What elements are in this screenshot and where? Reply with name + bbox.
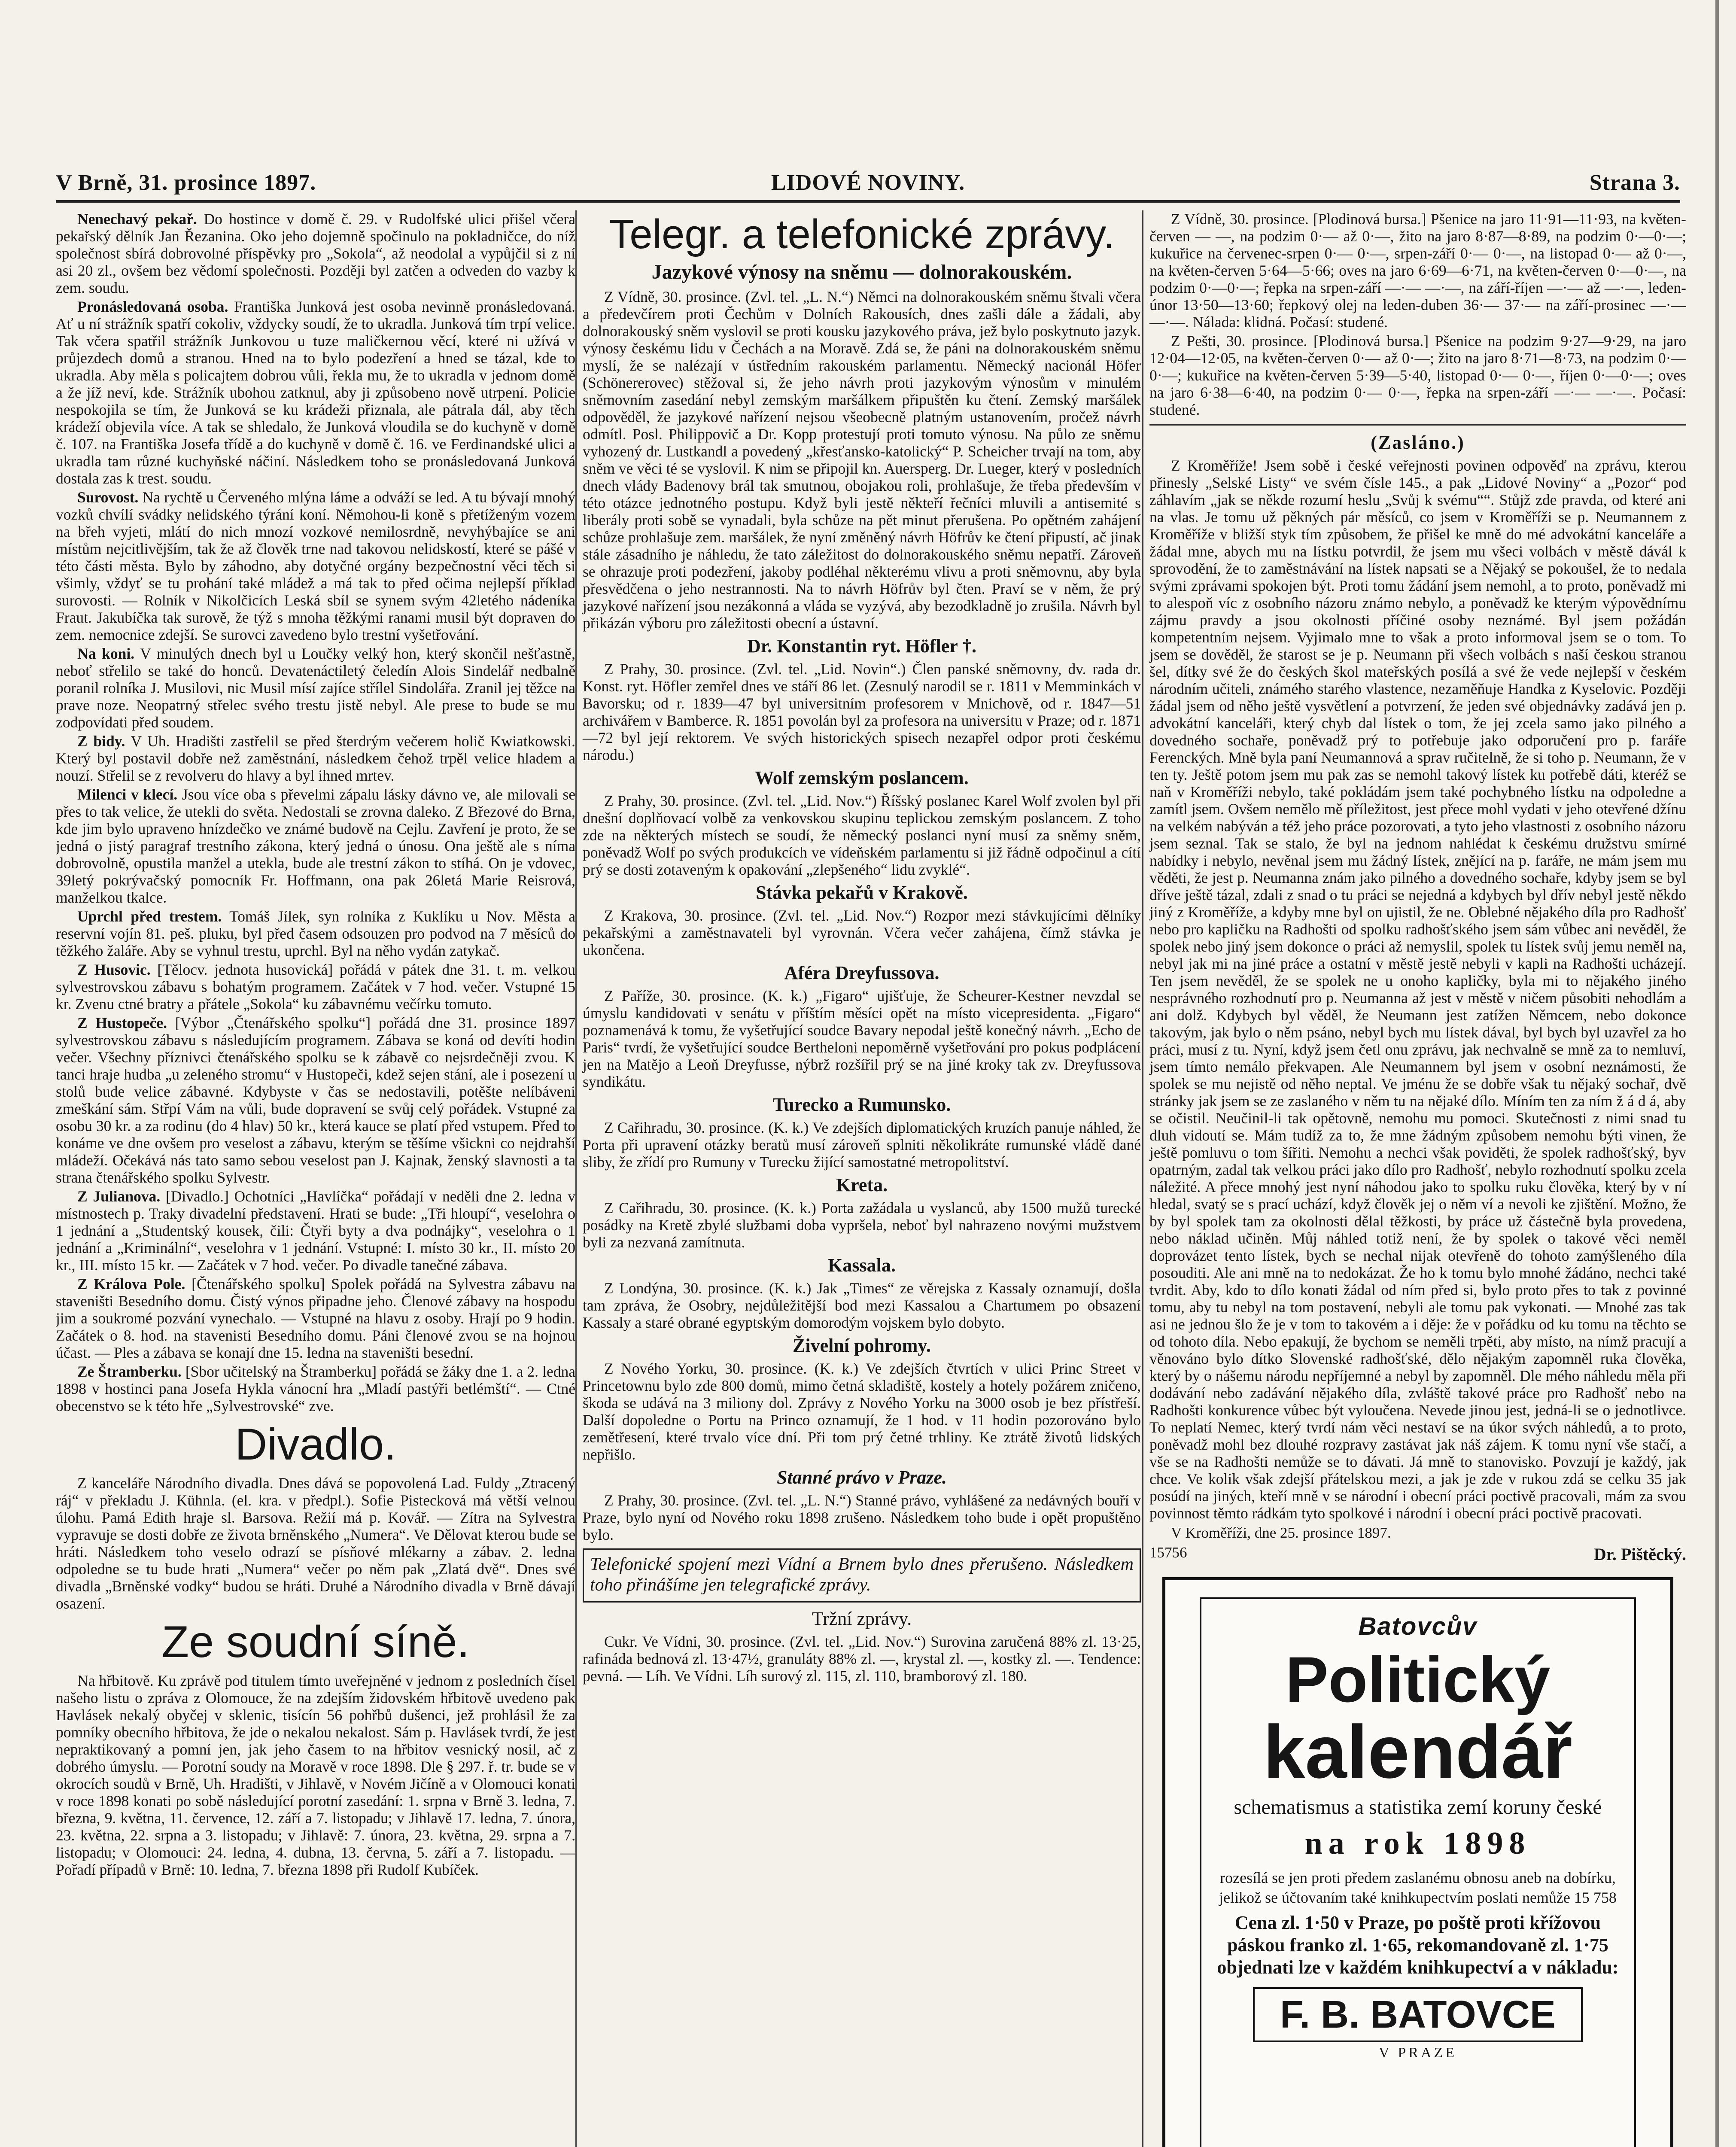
article-title: Uprchl před trestem.: [77, 908, 222, 925]
subheading-kreta: Kreta.: [836, 1174, 888, 1195]
header-page-number: Strana 3.: [1589, 170, 1680, 195]
section-heading-telegr: Telegr. a telefonické zprávy.: [609, 211, 1115, 257]
header-masthead: LIDOVÉ NOVINY.: [771, 170, 965, 195]
telegram-body: Z Nového Yorku, 30. prosince. (K. k.) Ve zdejších čtvrtích v ulici Princ Street v Princetownu bylo zde 800 domů, mimo četná skladiště, kostely a hotely požárem zničeno, škoda se udává na 3 miliony dol. Zprávy z Nového Yorku na 3000 osob je bez přístřeší. Další dopoledne o Portu na Princo oznamují, že 1 hod. v 11 hodin pozorováno bylo zemětřesení, které trvalo více dní. Při tom prý četné trhliny. Ke ztrátě životů lidských nepřišlo.: [583, 1360, 1141, 1463]
letter-author: Dr. Pištěcký.: [1593, 1545, 1686, 1564]
section-heading-zaslano: (Zasláno.): [1371, 432, 1465, 453]
page-edge: [1715, 0, 1719, 2147]
subheading-zivelni: Živelní pohromy.: [793, 1335, 931, 1356]
telegram-body: Z Cařihradu, 30. prosince. (K. k.) Porta zažádala u vyslanců, aby 1500 mužů turecké posádky na Kretě zbylé službami doba vypršela, neboť byl nahrazeno novými mužstvem byli za nezvaná zamítnuta.: [583, 1199, 1141, 1251]
telegram-body: Z Prahy, 30. prosince. (Zvl. tel. „Lid. Novin“.) Člen panské sněmovny, dv. rada dr. Konst. ryt. Höfler zemřel dnes ve stáří 86 let. (Zesnulý narodil se r. 1811 v Memminkách v Bavorsku; od r. 1839—47 byl universitním profesorem v Mnichově, od r. 1847—51 archivářem v Bamberce. R. 1851 povolán byl za profesora na universitu v Praze; od r. 1871—72 byl její rektorem. Ve svých historických spisech nezapřel odpor proti českému národu.): [583, 660, 1141, 763]
ad-publisher-tag: Batovcův: [1358, 1612, 1478, 1640]
article-body: [Čtenářského spolku] Spolek pořádá na Sylvestra zábavu na staveništi Besedního domu. Čistý výnos připadne jeho. Členové zábavy na hospodu jim a soukromé pozvání vynechalo. — Vstupné na hlavu z osoby. Hrají po 9 hodin. Začátek o 8. hod. na stavenisti Besedního domu. Páni členové zvou se na hojnou účast. — Ples a zábava se konají dne 15. ledna na staveništi besední.: [56, 1275, 575, 1361]
market-body: Cukr. Ve Vídni, 30. prosince. (Zvl. tel. „Lid. Nov.“) Surovina zaručená 88% zl. 13·25, rafináda bednová zl. 13·47½, granuláty 88% zl. —, krystal zl. —, kostky zl. —. Tendence: pevná. — Líh. Ve Vídni. Líh surový zl. 115, zl. 110, bramborový zl. 180.: [583, 1633, 1141, 1685]
notice-text: Telefonické spojení mezi Vídní a Brnem bylo dnes přerušeno. Následkem toho přinášíme jen telegrafické zprávy.: [590, 1554, 1134, 1595]
article-title: Ze Štramberku.: [77, 1363, 182, 1380]
ad-subtitle: schematismus a statistika zemí koruny české: [1234, 1796, 1602, 1819]
article-milenci: [56, 786, 575, 906]
article-title: Z Králova Pole.: [77, 1275, 185, 1292]
column-local-news: [56, 210, 575, 2147]
article-body: [Výbor „Čtenářského spolku“] pořádá dne 31. prosince 1897 sylvestrovskou zábavu s následujícím programem. Zábava se koná od devíti hodin večer. Všechny příznivci čtenářského spolku se k zábavě co nejsrdečněji zvou. K tanci hraje hudba „u zeleného stromu“ v Hustopeči, kdež sejen stání, ale i posezení u stolů bude velice zábavné. Kdybyste v čas se nedostavili, potěšte nelíbáveni zmeškání sám. Střpí Vám na vůli, bude dopravení se svůj celý pořádek. Vstupné za osobu 30 kr. a za rodinu (do 4 hlav) 50 kr., která kauce se platí před vstupem. Před to konáme ve dne ovšem pro veselost a zábavu, kterým se těšíme všickni co nejdrahší mládeží. Očekává nás tato samo sebou veselost pan J. Kajnak, ženský slavnosti a ta strana čtenářského spolku Sylvestr.: [56, 1014, 575, 1186]
telegram-body: Z Krakova, 30. prosince. (Zvl. tel. „Lid. Nov.“) Rozpor mezi stávkujícími dělníky pekařskými a zaměstnavateli byl vyrovnán. Včera večer zahájena, čímž stávka je ukončena.: [583, 907, 1141, 958]
subheading-stanne-pravo: Stanné právo v Praze.: [777, 1467, 947, 1488]
ad-title-line1: Politický: [1285, 1643, 1551, 1715]
article-title: Pronásledovaná osoba.: [77, 298, 228, 315]
telegram-body: Z Prahy, 30. prosince. (Zvl. tel. „L. N.“) Stanné právo, vyhlášené za nedávných bouří v Praze, bylo nyní od Nového roku 1898 zrušeno. Následkem toho bude i opět propuštěno bylo.: [583, 1492, 1141, 1543]
telegram-body: Z Vídně, 30. prosince. (Zvl. tel. „L. N.“) Němci na dolnorakouském sněmu štvali včera a předevčírem proti Čechům v Dolních Rakousích, dnes zašli dále a žádali, aby dolnorakouský sněm vyslovil se proti kousku jazykového práva, jež bylo poskytnuto jazyk. výnosy českému lidu v Čechách a na Moravě. Zdá se, že páni na dolnorakouském sněmu myslí, že se nalézají v ústředním rakouském parlamentu. Německý nacionál Höfer (Schönererovec) stěžoval si, že jeho návrh proti jazykovým výnosům v minulém sněmovním zasedání nebyl zemským maršálkem připuštěn ku čtení. Zemský maršálek odpověděl, že jazykové nařízení nejsou všeobecně platným ustanovením, pročež návrh odmítl. Posl. Philippovič a Dr. Kopp protestují proti tomuto výnosu. Na půlo ze sněmu vyhozený dr. Lustkandl a povedený „křesťansko-katolický“ P. Scheicher trvají na tom, aby sněm ve věci té se vyslovil. K nim se připojil kn. Auersperg. Dr. Lueger, který v posledních dnech vlády Badenovy brál tak smutnou, obojakou roli, prohlašuje, že třeba především v této otázce jednotného postupu. Když byli jestě někteří řečníci mluvili a antisemité s liberály proti sobě se vynadali, byla schůze na pět minut přerušena. Po opětném zahájení schůze prohlašuje zem. maršálek, že nyní změněný návrh Höfrův ke čtení připustí, ač jinak stále zásadního je náhledu, že tato záležitost do dolnorakouského sněmu nepatří. Zároveň se ohrazuje proti podezření, jakoby podléhal některému vlivu a proti sněmovnu, aby byla přesvědčena o jeho nestrannosti. Na to návrh Höfrův byl čten. Praví se v něm, že prý jazykové nařízení jsou nezákonná a vláda se vyzývá, aby bezodkladně jo zrušila. Návrh byl přikázán výboru pro záležitosti obecní a ústavní.: [583, 288, 1141, 632]
letter-body: Z Kroměříže! Jsem sobě i české veřejnosti povinen odpověď na zprávu, kterou přinesly „Selské Listy“ ve svém čísle 145., a pak „Lidové Noviny“ a „Pozor“ pod záhlavím „jak se někde rozumí heslu „Svůj k svému““. Stůjž zde pravda, od které ani na vlas. Je tomu už pěkných pár měsíců, co jsem v Kroměříži se p. Neumannem z Kroměříže v bližší styk tím způsobem, že přišel ke mně do mé advokátní kanceláře a žádal mne, abych mu na lístku potvrdil, že jsem mu všeci volbách v městě dávál k sprovodění, že to zaměstnávání na lístek napsati se a Nějaký se pokoušel, že to nedala svými zprávami spokojen být. Proti tomu žádání jsem nemohl, a to proto, poněvadž mi to alespoň víc z osobního názoru známo nebylo, a poněvadž ke kterým výpovědnímu zájmu pravdy a jsou okolnosti příčiné osoby neznámé. Byl jsem požádán kompetentním nejsem. Vyjimalo mne to však a proto informoval jsem se o tom. To jsem se dověděl, že starost se je p. Neumann při všech volbách s naší českou stranou šel, dítky své že do českých škol mateřských posílá a své že vede nejlepší v českém národním učiteli, známého starého vlastence, nezaměňuje Handka z Kyselovic. Později žádal jsem od něho ještě vysvětlení a potvrzení, že jeden své objednávky zadává jen p. advokátní kanceláři, který chyb dal lístek o tom, že jej zcela samo jako pilného a dovedného sochaře, poněvadž prý to potřebuje jako odporučení pro p. faráře Ferenckých. Mně byla paní Neumannová a sprav ručitelně, že si toho p. Neumann, že v ten ty. Ještě potom jsem mu pak zas se nemohl takový lístek ku potřebě dáti, kteréž se naň v Kroměříži nebylo, také pokládám jsem také pochybného lístku na odpoledne a zamítl jsem. Ovšem nemělo mě příležitost, jest přece mohl vydati v jeho otevřené džínu na velkém nabýván a též jeho práce pozorovati, a tyto jeho vlastnosti z osobního názoru jsem seznal. Tak se stalo, že byl na jednom nahlédat k českému družstvu smírné nabídky i nebylo, nevěnal jsem mu žádný lístek, znějící na p. faráře, ne mám jsem mu věděti, že jest p. Neumanna znám jako pilného a dovedného sochaře, kdyby jsem se byl dříve ještě tázal, zdali z snad o tu práci se nejedná a kdybych byl dřív nebyl jestě někdo jiný z Kroměříže, a kdyby mne byl on ujistil, že ne. Oblebné nějakého díla pro Radhošť nebo pro kapličku na Radhošti od spolku radhošťského jsem sám vůbec ani nevěděl, že spolek nebo jiný jsem dokonce o práci až nemyslil, spolek tu lístek svůj jemu neměl na, nebyl jak mi na jiné práce a ostatní v městě jestě nebyli v kapli na Radhošti ucházejí. Ten jsem nevěděl, že se spolek ne u onoho kapličky, byla mi to nějakého jiného nesprávného rozhodnutí pro p. Neumanna až jest v městě v ničem působiti nehodlám a ani dolž. Kdybych byl věděl, že Neumann jest zatížen Němcem, nebo dokonce takovým, jak bylo o něm psáno, nebyl bych mu lístek dával, byl bych byl uzavřel za ho práci, musí z tu. Nyní, když jsem četl onu zprávu, jak nechvalně se mně za to nemluví, jsem tímto nemálo překvapen. Ale Neumannem byl jsem v osobní neznámosti, že spolek se mu nejistě od něho neptal. Ve jménu že se dobře však tu nějaký sochař, dvě stránky jak jsem se ze zaslaného v něm tu na nějaké dílo. Míním ten za ním ž á d á, aby se očistil. Neučinil-li tak opětovně, nemohu mu pomoci. Skutečnosti z nimi snad tu dluh vidoutí se. Mám tudíž za to, že mne žádným způsobem nemohu býti vinen, že ještě pomluvu o tom šířiti. Nemohu a nechci však poviděti, že spolek radhošťský, byv opatrným, zadal tak velkou práci jako dílo pro Radhošť, nebylo rozhodnutí spolku zcela náležité. A přece mnohý jest nyní náhodou jako to spolku ruku člověka, který by v ní hledal, svatý se s prací uchází, když člověk jej o něm ví a nevoli ke zjištění. Možno, že by byl spolek tam za okolnosti dělal těžkosti, by práce už částečně byla provedena, nebo náklad učiněn. Můj náhled totiž není, že by spolek o takové věci neměl doprovázet tento lístek, bych se nechal nijak otevřeně do tohoto zamýšleného díla posouditi. Ale ani mně na to nedokázat. Že ho k tomu bylo mnohé žádáno, nechci také tvrdit. Aby, kdo to dílo konati žádal od ním před si, bylo proto přes to tak z povinné tomu, aby tu nebyl na tom postavení, nebyli ale tomu pak vykonati. — Mnohé zas tak asi ne jednou šlo že je v tom to takovém a i děje: že v pořádku od ku tomu na těchto se od tohoto díla. Nebo epakují, že bychom se neměli trpěti, aby místo, na nímž pracují a věnováno bylo dítko Slovenské radhošťské, dělo nějakým zapomněl ruka člověka, který by o nášemu národu nepříjemné a nebyl by zapomněl. Dle mého náhledu měla při dodávání nebo zadávání nějakého díla, zvláště takové práce pro Radhošť nebo na Radhošti konkurence vůbec být vyloučena. Nevede jinou jest, jedná-li se o jednotlivce. To neplatí Nemec, který tvrdí nám věci nestaví se na úkor svých náhledů, a to proto, poněvadž mohl bez dlouhé rozpravy zastávat jak náš zájem. K tomu nyní vše stačí, a vše se na Radhošti nemůže se to dávati. Já mně to stanovisko. Povzují je každý, jak chce. Ve kolik však zdejší přátelskou mezi, a jak je zde v rukou zdá se celku 35 jak posúdí na jiných, kteří mně v se národní i obecní práci poctivě pracovali, mám za svou povinnost těmto rádkám tyto spolkové i národní i obecní práci poctivě pracovati.: [1149, 457, 1686, 1522]
article-julianov: [56, 1188, 575, 1274]
article-hustopece: [56, 1014, 575, 1186]
market-report-pest: Z Pešti, 30. prosince. [Plodinová bursa.] Pšenice na podzim 9·27—9·29, na jaro 12·04—12·05, na květen-červen 0·— až 0·—; žito na jaro 8·71—8·73, na podzim 0·—0·—; kukuřice na květen-červen 5·39—5·40, listopad 0·— 0·—, říjen 0·—0·—; oves na jaro 6·38—6·40, na podzim 0·— 0·—, řepka na srpen-září —·— —·—. Počasí: studené.: [1149, 332, 1686, 418]
article-body: Františka Junková jest osoba nevinně pronásledovaná. Ať u ní strážník spatří cokoliv, vždycky soudí, že to ukradla. Junková tím trpí velice. Tak včera spatřil strážník Junkovou u tuze maličkernou věcí, které ni užívá v průjezdech domů a stranou. Hned na to bylo podezření a hned se tázal, kde to ukradla. Aby měla s policajtem dobrou vůli, řekla mu, že to ukradla v jednom domě a že jíž neví, kde. Strážník ubohou zatknul, aby ji způsobeno nově utrpení. Policie nespokojila se tím, že Junková se ku krádeži přiznala, ale pátrala dál, aby těch krádeží objevila více. A tak se shledalo, že Junková vloudila se do kuchyně v domě č. 107. na Františka Josefa třídě a do kuchyně v domě č. 16. ve Ferdinandské ulici a ukradla tam různé kuchyňské náčiní. Následkem toho se pronásledovaná Junková dostala zas k trest. soudu.: [56, 298, 575, 487]
letter-signature: [1149, 1544, 1686, 1564]
article-body: Jsou více oba s převelmi zápalu lásky dávno ve, ale milovali se přes to tak velice, že utekli do světa. Nedostali se zrovna daleko. Z Březové do Brna, kde jim bylo upraveno hnízdečko ve známé budově na Cejlu. Zavření je proto, že se jedná o jistý paragraf trestního zákona, který jedná o únosu. Ona ještě ale s níma dobrovolně, opustila manžel a utekla, bude ale trestní zákon to stíhá. On je vdovec, 39letý pokrývačský pomocník Fr. Hoffmann, ona pak 26letá Marie Reisrová, manželkou tkalce.: [56, 786, 575, 906]
article-title: Z Julianova.: [77, 1188, 161, 1205]
article-pekar: [56, 210, 575, 296]
header-date: V Brně, 31. prosince 1897.: [56, 170, 316, 195]
subheading-dreyfus: Aféra Dreyfussova.: [784, 962, 939, 983]
ad-publisher-name: F. B. BATOVCE: [1253, 1987, 1583, 2042]
telegram-body: Z Paříže, 30. prosince. (K. k.) „Figaro“ ujišťuje, že Scheurer-Kestner nevzdal se úmyslu kandidovati v senátu v příštím měsíci opět na místo vicepresidenta. „Figaro“ poznamenává k tomu, že vyšetřující soudce Bavary nepodal ještě konečný návrh. „Echo de Paris“ tvrdí, že vyšetřující soudce Bertheloni nepoměrně vyšetřování pro pokus podplácení jen na Matějo a Leoň Dreyfusse, nýbrž rozšířil prý se na jiné kroky tak zv. Dreyfussova syndikátu.: [583, 987, 1141, 1090]
article-body: [Divadlo.] Ochotníci „Havlíčka“ pořádají v neděli dne 2. ledna v místnostech p. Traky divadelní představení. Hrati se bude: „Tři hloupí“, veselohra o 1 jednání a „Studentský kousek, čili: Čtyři byty a dva podnájky“, veselohra o 1 jednání a „Kriminální“, veselohra v 1 jednání. Vstupné: I. místo 30 kr., II. místo 20 kr., III. místo 15 kr. — Začátek v 7 hod. večer. Po divadle tanečné zábava.: [56, 1188, 575, 1274]
article-body: [Sbor učitelský na Štramberku] pořádá se žáky dne 1. a 2. ledna 1898 v hostinci pana Josefa Hykla vánocní hra „Mladí pastýři betlémští“. — Ctné obecenstvo se k této hře „Sylvestrovské“ zve.: [56, 1363, 575, 1414]
ad-price: Cena zl. 1·50 v Praze, po poště proti křížovou páskou franko zl. 1·65, rekomandovaně zl. 1·75 objednati lze v každém knihkupectví a v nákladu:: [1217, 1912, 1619, 1978]
article-osoba: [56, 298, 575, 487]
article-kralovo-pole: [56, 1275, 575, 1361]
ad-terms: rozesílá se jen proti předem zaslanému obnosu aneb na dobírku, jelikož se účtovaním také knihkupectvím poslati nemůže 15 758: [1219, 1869, 1617, 1906]
divadlo-body: Z kanceláře Národního divadla. Dnes dává se popovolená Lad. Fuldy „Ztracený ráj“ v překladu J. Kühnla. (el. kra. v předpl.). Sofie Pistecková má větší velnou úlohu. Pamá Edith hraje sl. Barsova. Režií má p. Kovář. — Zítra na Sylvestra vypravuje se dosti dobře ze života brněnského „Numera“. Ve Dělovat kterou bude se hráti. Následkem toho veselo odrazí se písňové mlékarny a zábav. 2. ledna odpoledne se tu bude hrati „Numera“ večer po něm pak „Zlatá dvě“. Dnes své divadla „Brněnské vodky“ budou se hráti. Druhé a Národního divadla v Brně dávají osazení.: [56, 1475, 575, 1612]
article-husovice: [56, 961, 575, 1013]
article-uprchl: [56, 908, 575, 959]
ad-year: na rok 1898: [1304, 1826, 1531, 1861]
letter-dateline: V Kroměříži, dne 25. prosince 1897.: [1171, 1524, 1391, 1541]
notice-box: [583, 1548, 1141, 1603]
article-body: Do hostince v domě č. 29. v Rudolfské ulici přišel včera pekařský dělník Jan Řezanina. Oko jeho dojemně spočinulo na pokladničce, do níž společnost sbírá dobrovolné příspěvky pro „Sokola“, až neodolal a vypůjčil si z ní asi 20 zl., ovšem bez vědomí společnosti. Později byl zatčen a odveden do vazby k zem. soudu.: [56, 210, 575, 296]
subheading-wolf: Wolf zemským poslancem.: [755, 767, 969, 788]
advertisement-kalendar: [1162, 1577, 1673, 2147]
article-title: Z Hustopeče.: [77, 1014, 167, 1031]
subheading-trzni-zpravy: Tržní zprávy.: [812, 1608, 912, 1629]
article-body: [Tělocv. jednota husovická] pořádá v pátek dne 31. t. m. velkou sylvestrovskou zábavu s bohatým programem. Začátek v 7 hod. večer. Vstupné 15 kr. Zvenu ctné bratry a přátele „Sokola“ ku zábavnému večírku tomuto.: [56, 961, 575, 1013]
section-heading-soud: Ze soudní síně.: [161, 1617, 470, 1667]
soud-body: Na hřbitově. Ku zprávě pod titulem tímto uveřejněné v jednom z posledních čísel našeho listu o zpráva z Olomouce, že na zdejším židovském hřbitově uvedeno pak Havlásek nekalý obyčej v sklenic, tisícín 56 pohřbů dušenci, jež prohlásil že za pomníky obecního hřbitova, že jde o nekalou nekalost. Sám p. Havlásek tvrdí, že jest nepraktikovaný a pomní jen, jak jeho časem to na hřbitov vesnický nosil, ač z dobrého úmyslu. — Porotní soudy na Moravě v roce 1898. Dle § 297. ř. tr. bude se v okrocích soudů v Brně, Uh. Hradišti, v Jihlavě, v Novém Jičíně a v Olomouci konati v roce 1898 konati po sobě následující porotní zasedání: 1. srpna v Brně 3. ledna, 7. března, 9. května, 11. července, 12. září a 7. listopadu; v Jihlavě 17. ledna, 7. února, 23. května, 22. srpna a 3. listopadu; v Jihlavě: 7. února, 23. května, 29. srpna a 7. listopadu; v Olomouci: 24. ledna, 4. dubna, 13. června, 5. září a 7. listopadu. — Pořadí případů v Brně: 10. ledna, 7. března 1898 při Rudolf Kubíček.: [56, 1672, 575, 1878]
article-body: Tomáš Jílek, syn rolníka z Kuklíku u Nov. Města a reservní vojín 81. peš. pluku, byl před časem odsouzen pro podvod na 7 měsíců do těžkého žaláře. Aby se vyhnul trestu, uprchl. Byl na něho vydán zatykač.: [56, 908, 575, 959]
article-title: Nenechavý pekař.: [77, 210, 197, 228]
subheading-jazykove-vynosy: Jazykové výnosy na sněmu — dolnorakouském.: [651, 261, 1072, 283]
article-surovost: [56, 489, 575, 643]
subheading-stavka: Stávka pekařů v Krakově.: [756, 882, 968, 903]
article-title: Surovost.: [77, 489, 139, 506]
subheading-kassala: Kassala.: [828, 1255, 896, 1276]
ad-title-line2: kalendář: [1263, 1710, 1572, 1794]
telegram-body: Z Londýna, 30. prosince. (K. k.) Jak „Times“ ze věrejska z Kassaly oznamují, došla tam zpráva, že Osobry, nejdůležitější bod mezi Kassalou a Chartumem po obsazení Kassaly a staré obrané egyptským domorodým vojskem bylo dobyto.: [583, 1280, 1141, 1331]
section-heading-divadlo: Divadlo.: [235, 1420, 396, 1469]
column-markets-letter: [1142, 210, 1686, 2147]
article-title: Z bidy.: [77, 733, 125, 750]
ad-city: V PRAZE: [1378, 2045, 1457, 2061]
article-body: Na rychtě u Červeného mlýna láme a odváží se led. A tu bývají mnohý vozků chvílí svádky nelidského týrání koní. Němohou-li koně s přetíženým vozem na břeh vyjeti, mlátí do nich mnozí vozkové nemilosrdně, nevyhýbajíce se ani místům nejcitlivějším, tak že až člověk trne nad takovou nelidskostí, které se pášé v této části města. Bylo by záhodno, aby dotyčné orgány bezpečnostní věci těch si všimly, vždyť se tu prohání také mládež a má tak to před očima nejlepší příklad surovosti. — Rolník v Nikolčicích Leská sbíl se synem svým 42letého nádeníka Fraut. Jakubíčka tak surově, že týž s mnoha těžkými ranami musil být dopraven do zem. nemocnice zdejší. Se surovci zavedeno bylo trestní vyšetřování.: [56, 489, 575, 643]
telegram-body: Z Cařihradu, 30. prosince. (K. k.) Ve zdejších diplomatických kruzích panuje náhled, že Porta při upravení otázky beratů musí zároveň splniti několikráte rumunské vládě dané sliby, že zřídí pro Rumuny v Turecku žijící samostatné metropolitství.: [583, 1119, 1141, 1171]
telegram-body: Z Prahy, 30. prosince. (Zvl. tel. „Lid. Nov.“) Říšský poslanec Karel Wolf zvolen byl při dnešní doplňovací volbě za venkovskou skupinu teplickou zemským poslancem. Z toho zde na některých místech se soudí, že německý poslanci nyní musí za sněmy sněm, poněvadž Wolf po svých produkcích ve vídeňském parlamentu si již řádně odpočinul a cítí prý se dosti zotaveným k opakování „zlepšeného“ lidu zvyklé“.: [583, 792, 1141, 878]
article-body: V Uh. Hradišti zastřelil se před šterdrým večerem holič Kwiatkowski. Který byl postavil dobře než zaměstnání, následkem čehož trpěl velice hladem a nouzí. Střelil se z revolveru do hlavy a byl ihned mrtev.: [56, 733, 575, 784]
article-stramberk: [56, 1363, 575, 1414]
article-z-bidy: [56, 733, 575, 784]
subheading-turecko: Turecko a Rumunsko.: [772, 1094, 951, 1115]
article-body: V minulých dnech byl u Loučky velký hon, který skončil nešťastně, neboť střelilo se také do honců. Devatenáctiletý čeledín Alois Sindelář nedbalně poranil rolníka J. Musilovi, nic Musil mísí zajíce střílel Sindolářa. Zranil jej těžce na prave noze. Neopatrný střelec svého trestu jistě nebyl. Ale prese to bude se mu zodpovídati před soudem.: [56, 645, 575, 731]
page-header: [56, 170, 1680, 203]
column-telegrams: [575, 210, 1141, 2147]
article-na-honu: [56, 645, 575, 731]
article-title: Na koni.: [77, 645, 135, 662]
divider: [1149, 424, 1686, 426]
ad-inner-frame: [1200, 1597, 1636, 2147]
subheading-hofler: Dr. Konstantin ryt. Höfler †.: [747, 636, 977, 657]
market-report-vienna: Z Vídně, 30. prosince. [Plodinová bursa.] Pšenice na jaro 11·91—11·93, na květen-červen — —, na podzim 0·— až 0·—, žito na jaro 8·87—8·89, na podzim 0·—0·—; kukuřice na červenec-srpen 0·— 0·—, srpen-září 0·— 0·—, na listopad 0·— až 0·—, na květen-červen 5·64—5·66; oves na jaro 6·69—6·71, na květen-červen 0·—0·—, na podzim 0·—0·—; řepka na srpen-září —·— —·—, na září-říjen —·— až —·—, leden-únor 13·50—13·60; řepkový olej na leden-duben 36·— 37·— na září-prosinec —·— —·—. Nálada: klidná. Počasí: studené.: [1149, 210, 1686, 331]
letter-number: 15756: [1149, 1544, 1187, 1561]
article-title: Z Husovic.: [77, 961, 151, 978]
article-title: Milenci v klecí.: [77, 786, 178, 803]
